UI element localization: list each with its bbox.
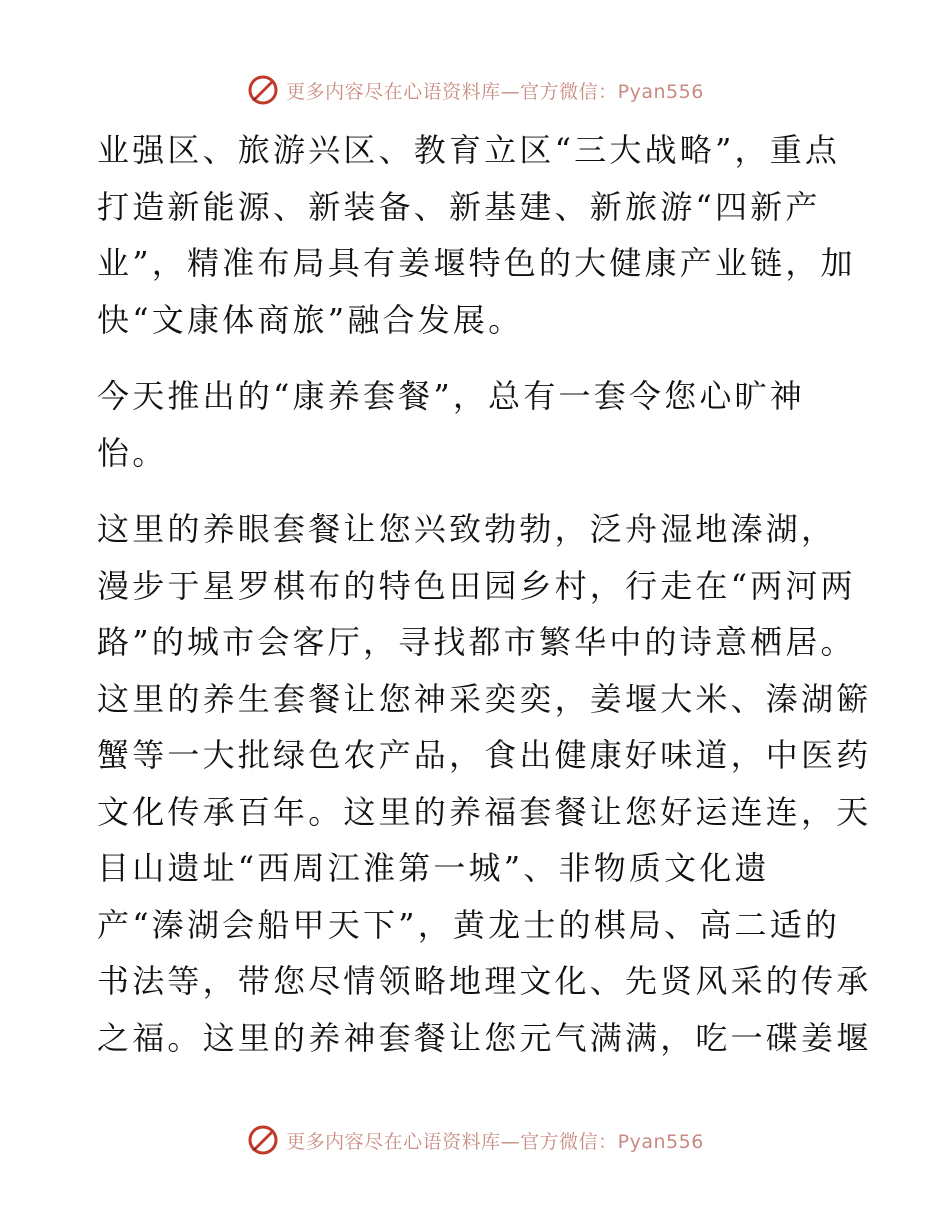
- text-line: 今天推出的“康养套餐”，总有一套令您心旷神: [97, 377, 805, 415]
- text-line: 这里的养眼套餐让您兴致勃勃，泛舟湿地溱湖，: [97, 510, 837, 548]
- header-watermark: [0, 70, 950, 110]
- text-line: 目山遗址“西周江淮第一城”、非物质文化遗: [97, 849, 770, 887]
- text-line: 书法等，带您尽情领略地理文化、先贤风采的传承: [97, 962, 872, 1000]
- text-line: 路”的城市会客厅，寻找都市繁华中的诗意栖居。: [97, 623, 856, 661]
- paragraph-2: [97, 368, 857, 481]
- paragraph-1: [97, 122, 857, 348]
- text-line: 业”，精准布局具有姜堰特色的大健康产业链，加: [97, 244, 856, 282]
- text-line: 打造新能源、新装备、新基建、新旅游“四新产: [97, 187, 821, 226]
- text-line: 怡。: [97, 433, 168, 472]
- paragraph-3: [97, 501, 872, 1066]
- text-line: 这里的养生套餐让您神采奕奕，姜堰大米、溱湖簖: [97, 679, 872, 718]
- document-body: [97, 122, 872, 1066]
- watermark-text: 更多内容尽在心语资料库—官方微信：Pyan556: [286, 80, 704, 103]
- quill-seal-icon: [246, 1123, 280, 1157]
- text-line: 文化传承百年。这里的养福套餐让您好运连连，天: [97, 792, 872, 831]
- text-line: 漫步于星罗棋布的特色田园乡村，行走在“两河两: [97, 566, 856, 605]
- text-line: 快“文康体商旅”融合发展。: [97, 300, 524, 339]
- text-line: 产“溱湖会船甲天下”，黄龙士的棋局、高二适的: [97, 905, 841, 944]
- text-line: 之福。这里的养神套餐让您元气满满，吃一碟姜堰: [97, 1018, 872, 1057]
- watermark-text: 更多内容尽在心语资料库—官方微信：Pyan556: [286, 1130, 704, 1153]
- text-line: 业强区、旅游兴区、教育立区“三大战略”，重点: [97, 131, 841, 169]
- text-line: 蟹等一大批绿色农产品，食出健康好味道，中医药: [97, 736, 872, 774]
- quill-seal-icon: [246, 73, 280, 107]
- footer-watermark: [0, 1120, 950, 1160]
